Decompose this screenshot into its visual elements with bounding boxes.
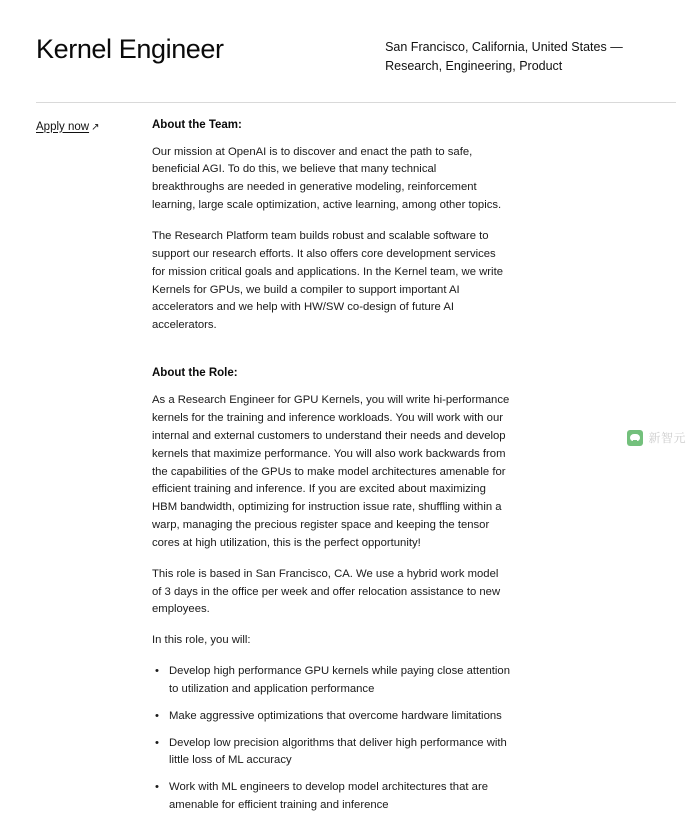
- apply-now-link[interactable]: [36, 121, 99, 133]
- job-header: [0, 0, 700, 76]
- job-body: [0, 103, 700, 824]
- responsibilities-list: [152, 663, 510, 815]
- paragraph: As a Research Engineer for GPU Kernels, you will write hi-performance kernels for the training and inference workloads. You will work with our internal and external customers to understand their needs and develop kernels that maximize performance. You will also work backwards from the capabilities of the GPUs to make model architectures amenable for efficient training and inference. If you are excited about maximizing HBM bandwidth, optimizing for instruction issue rate, shuffling within a warp, managing the precious register space and keeping the tensor cores at high utilization, this is the perfect opportunity!: [152, 392, 510, 553]
- external-arrow-icon: ↗: [91, 122, 99, 133]
- page-title: Kernel Engineer: [36, 28, 385, 64]
- section-heading-about-the-role: About the Role:: [152, 365, 510, 381]
- watermark: [627, 429, 686, 446]
- list-item: • Work with ML engineers to develop model architectures that are amenable for efficient training and inference: [169, 779, 510, 815]
- wechat-logo-icon: [627, 430, 643, 446]
- watermark-label: 新智元: [648, 429, 686, 446]
- apply-now-label: Apply now: [36, 121, 89, 133]
- section-heading-about-the-team: About the Team:: [152, 117, 510, 133]
- paragraph: This role is based in San Francisco, CA. We use a hybrid work model of 3 days in the office per week and offer relocation assistance to new employees.: [152, 566, 510, 620]
- job-description: [152, 117, 510, 824]
- job-location-department: San Francisco, California, United States — Research, Engineering, Product: [385, 28, 676, 76]
- paragraph: In this role, you will:: [152, 632, 510, 650]
- paragraph: The Research Platform team builds robust and scalable software to support our research efforts. It also offers core development services for mission critical goals and applications. In the Kernel team, we write Kernels for GPUs, we build a compiler to support important AI accelerators and we help with HW/SW co-design of future AI accelerators.: [152, 228, 510, 335]
- apply-column: [36, 117, 152, 824]
- paragraph: Our mission at OpenAI is to discover and enact the path to safe, beneficial AGI. To do this, we believe that many technical breakthroughs are needed in generative modeling, reinforcement learning, large scale optimization, active learning, among other topics.: [152, 144, 510, 215]
- list-item: • Develop high performance GPU kernels while paying close attention to utilization and application performance: [169, 663, 510, 699]
- list-item: • Develop low precision algorithms that deliver high performance with little loss of ML accuracy: [169, 735, 510, 771]
- list-item: • Make aggressive optimizations that overcome hardware limitations: [169, 708, 510, 726]
